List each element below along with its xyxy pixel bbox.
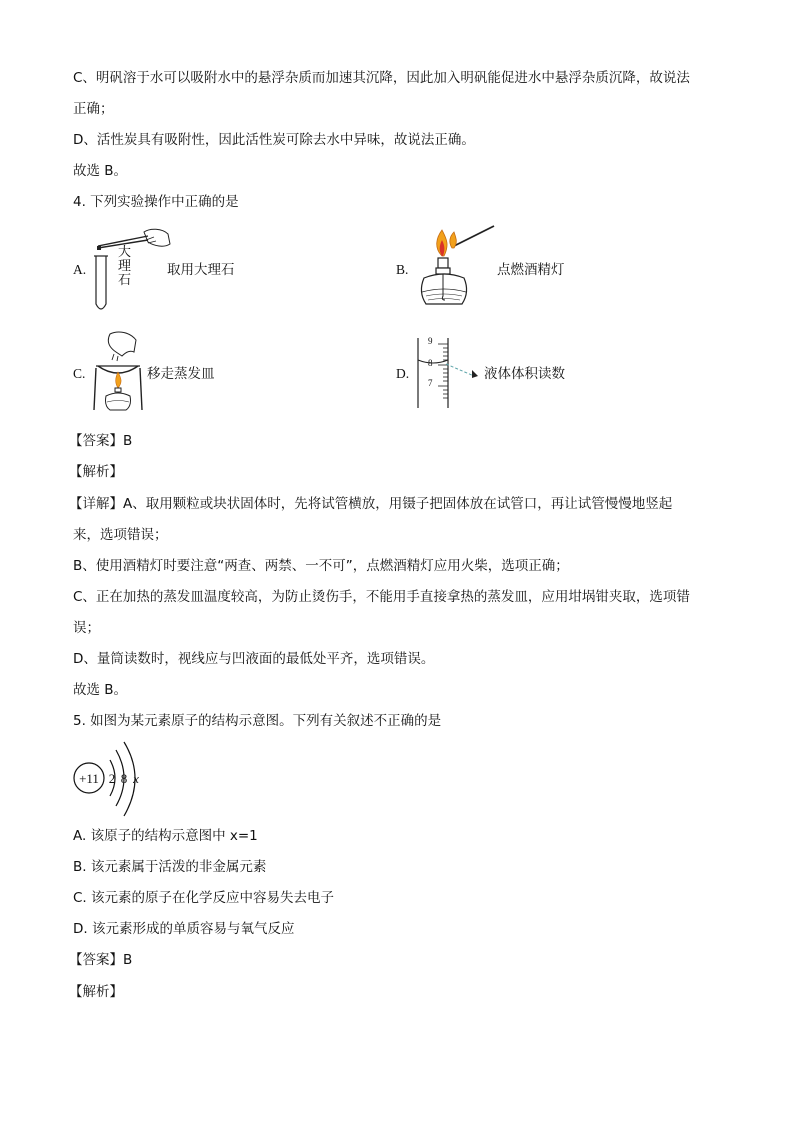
scale-tick-7: 7 <box>428 378 433 388</box>
q4-analysis-b: B、使用酒精灯时要注意“两查、两禁、一不可”，点燃酒精灯应用火柴，选项正确； <box>73 558 569 574</box>
prev-option-c-line1: C、明矾溶于水可以吸附水中的悬浮杂质而加速其沉降，因此加入明矾能促进水中悬浮杂质沉降，故说法 <box>73 70 690 86</box>
q4-analysis-heading <box>69 462 123 482</box>
q5-option-d: D. 该元素形成的单质容易与氧气反应 <box>73 921 295 937</box>
q5-analysis-heading-text: 【解析】 <box>69 984 123 1000</box>
graduated-cylinder-figure <box>416 336 486 410</box>
q5-option-a: A. 该原子的结构示意图中 x=1 <box>73 828 258 844</box>
q4-detail-line1-text: 【详解】A、取用颗粒或块状固体时，先将试管横放，用镊子把固体放在试管口，再让试管慢慢地竖起 <box>69 496 673 512</box>
q4-answer <box>69 431 133 451</box>
scale-tick-8: 8 <box>428 358 433 368</box>
q4-option-a-text: 取用大理石 <box>167 262 235 278</box>
nucleus-charge: +11 <box>79 771 99 786</box>
q4-option-c-text: 移走蒸发皿 <box>147 366 215 382</box>
marble-label <box>118 246 134 288</box>
q4-stem: 4. 下列实验操作中正确的是 <box>73 194 239 210</box>
q4-detail-line1 <box>69 494 673 514</box>
q5-answer-text: 【答案】B <box>69 952 133 968</box>
shell-3-electrons: x <box>133 771 139 786</box>
q5-option-c: C. 该元素的原子在化学反应中容易失去电子 <box>73 890 335 906</box>
q4-option-b-text: 点燃酒精灯 <box>497 262 565 278</box>
prev-option-c-line2: 正确； <box>73 101 114 117</box>
evaporating-dish-figure <box>90 330 146 414</box>
prev-conclusion: 故选 B。 <box>73 163 128 179</box>
q5-stem: 5. 如图为某元素原子的结构示意图。下列有关叙述不正确的是 <box>73 713 442 729</box>
cylinder-scale-labels <box>428 337 442 387</box>
marble-label-text: 大理石 <box>118 245 132 288</box>
q4-option-d-text: 液体体积读数 <box>484 366 565 382</box>
shell-2-electrons: 8 <box>120 771 128 786</box>
q4-analysis-d: D、量筒读数时，视线应与凹液面的最低处平齐，选项错误。 <box>73 651 435 667</box>
q4-conclusion: 故选 B。 <box>73 682 128 698</box>
q5-analysis-heading <box>69 982 123 1002</box>
q4-option-c-letter: C. <box>73 366 86 381</box>
shell-1-electrons: 2 <box>108 771 116 786</box>
q4-option-a-letter: A. <box>73 262 87 277</box>
q4-analysis-c-line2: 误； <box>73 620 100 636</box>
q4-option-b-letter: B. <box>396 262 409 277</box>
q4-analysis-c-line1: C、正在加热的蒸发皿温度较高，为防止烫伤手，不能用手直接拿热的蒸发皿，应用坩埚钳夹取，选项错 <box>73 589 690 605</box>
q4-analysis-heading-text: 【解析】 <box>69 464 123 480</box>
q4-answer-text: 【答案】B <box>69 433 133 449</box>
alcohol-lamp-match-figure <box>414 222 496 314</box>
q5-option-b: B. 该元素属于活泼的非金属元素 <box>73 859 267 875</box>
prev-option-d-line: D、活性炭具有吸附性，因此活性炭可除去水中异味，故说法正确。 <box>73 132 475 148</box>
q5-answer <box>69 950 133 970</box>
q4-detail-line2: 来，选项错误； <box>73 527 168 543</box>
atomic-structure-diagram <box>72 738 168 820</box>
q4-option-d-letter: D. <box>396 366 410 381</box>
scale-tick-9: 9 <box>428 336 433 346</box>
